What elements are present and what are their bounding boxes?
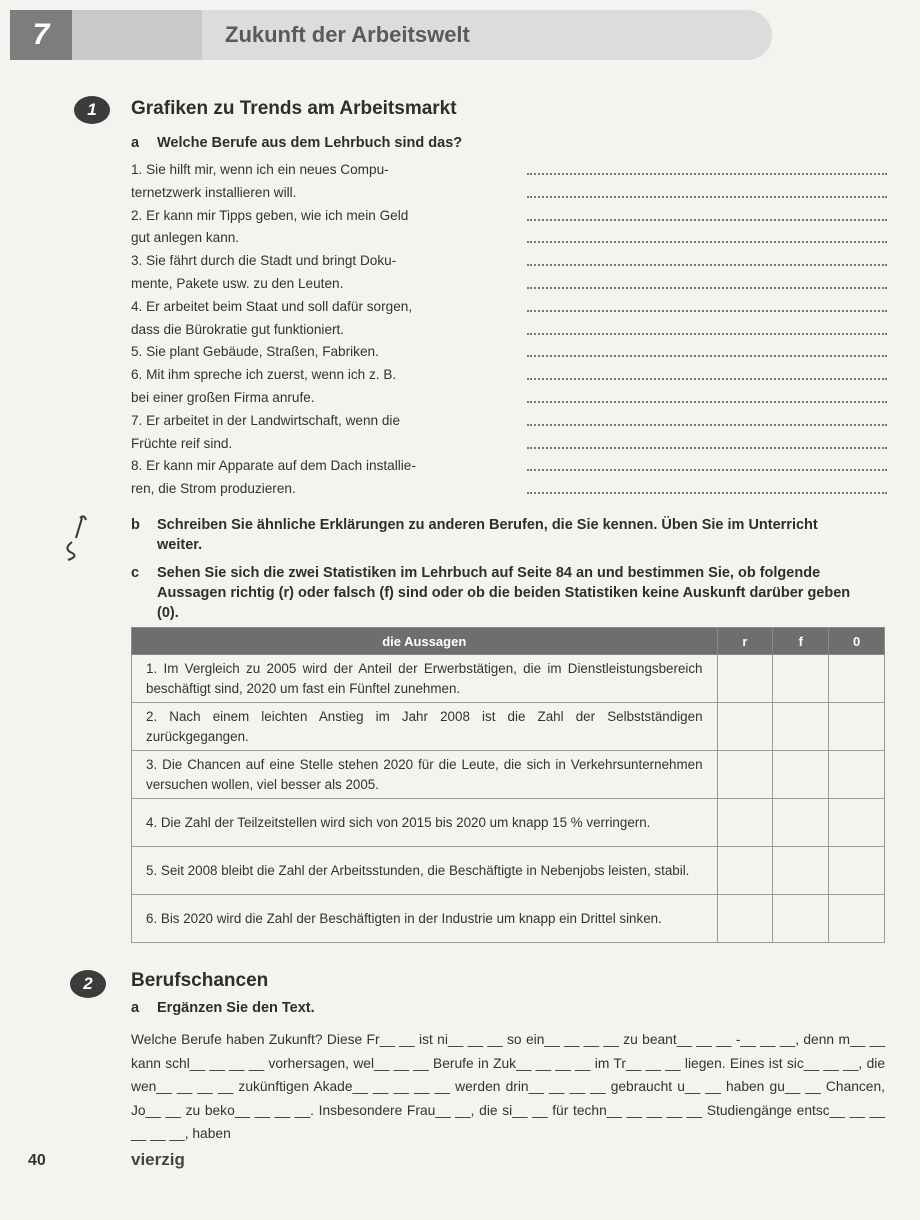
statements-table <box>131 627 885 943</box>
answer-richtig-cell[interactable] <box>717 799 773 847</box>
answer-keine-auskunft-cell[interactable] <box>829 895 885 943</box>
task-1a-prompt: a Welche Berufe aus dem Lehrbuch sind das? <box>131 135 463 151</box>
task-1b-instruction: b Schreiben Sie ähnliche Erklärungen zu anderen Berufen, die Sie kennen. Üben Sie im Unterricht weiter. <box>131 517 818 553</box>
answer-richtig-cell[interactable] <box>717 895 773 943</box>
task-2-title: Berufschancen <box>131 970 269 991</box>
answer-line[interactable] <box>527 468 887 471</box>
answer-line[interactable] <box>527 354 887 357</box>
answer-line[interactable] <box>527 446 887 449</box>
table-row <box>132 895 885 943</box>
question-line: gut anlegen kann. <box>131 230 240 246</box>
answer-keine-auskunft-cell[interactable] <box>829 703 885 751</box>
table-row <box>132 703 885 751</box>
question-line: 6. Mit ihm spreche ich zuerst, wenn ich z. B. <box>131 367 397 383</box>
answer-line[interactable] <box>527 195 887 198</box>
statement-text: 5. Seit 2008 bleibt die Zahl der Arbeitsstunden, die Beschäftigte in Nebenjobs leisten, stabil. <box>132 847 718 895</box>
task-1c-instruction: c Sehen Sie sich die zwei Statistiken im Lehrbuch auf Seite 84 an und bestimmen Sie, ob folgende Aussagen richtig (r) oder falsch (f) sind oder ob die beiden Statistiken keine Auskunft darüber geben (0). <box>131 565 851 621</box>
question-line: 3. Sie fährt durch die Stadt und bringt Doku- <box>131 253 397 269</box>
question-line: Früchte reif sind. <box>131 435 233 451</box>
answer-line[interactable] <box>527 218 887 221</box>
header-keine-auskunft: 0 <box>829 628 885 655</box>
answer-falsch-cell[interactable] <box>773 895 829 943</box>
answer-line[interactable] <box>527 240 887 243</box>
statement-text: 1. Im Vergleich zu 2005 wird der Anteil der Erwerbstätigen, die im Dienstleistungsbereich beschäftigt sind, 2020 um fast ein Fünftel zunehmen. <box>132 655 718 703</box>
statement-text: 6. Bis 2020 wird die Zahl der Beschäftigten in der Industrie um knapp ein Drittel sinken. <box>132 895 718 943</box>
answer-line[interactable] <box>527 423 887 426</box>
answer-falsch-cell[interactable] <box>773 799 829 847</box>
answer-line[interactable] <box>527 172 887 175</box>
answer-keine-auskunft-cell[interactable] <box>829 799 885 847</box>
answer-richtig-cell[interactable] <box>717 655 773 703</box>
question-line: ternetzwerk installieren will. <box>131 184 297 200</box>
answer-line[interactable] <box>527 400 887 403</box>
cloze-text: Welche Berufe haben Zukunft? Diese Fr__ __ ist ni__ __ __ so ein__ __ __ __ zu beant__ __ __ -__ __ __, denn m__ __ kann schl__ __ __ __ vorhersagen, wel__ __ __ Berufe in Zuk__ __ __ __ im Tr__ __ __ liegen. Eines ist sic__ __ __, die wen__ __ __ __ zukünftigen Akade__ __ __ __ __ werden drin__ __ __ __ gebraucht u__ __ haben gu__ __ Chancen, Jo__ __ zu beko__ __ __ __. Insbesondere Frau__ __, die si__ __ für techn__ __ __ __ __ Studiengänge entsc__ __ __ __ __ __, haben <box>131 1032 885 1141</box>
table-row <box>132 799 885 847</box>
answer-keine-auskunft-cell[interactable] <box>829 751 885 799</box>
page-number-word: vierzig <box>131 1150 185 1169</box>
task-1-title: Grafiken zu Trends am Arbeitsmarkt <box>131 98 457 119</box>
question-line: bei einer großen Firma anrufe. <box>131 390 315 405</box>
task-2a-prompt: a Ergänzen Sie den Text. <box>131 1000 315 1016</box>
answer-line[interactable] <box>527 377 887 380</box>
handwritten-mark <box>60 512 100 562</box>
answer-line[interactable] <box>527 309 887 312</box>
table-row <box>132 751 885 799</box>
answer-falsch-cell[interactable] <box>773 847 829 895</box>
question-line: 7. Er arbeitet in der Landwirtschaft, wenn die <box>131 412 401 428</box>
header-statements: die Aussagen <box>132 628 718 655</box>
answer-falsch-cell[interactable] <box>773 655 829 703</box>
header-band <box>72 10 202 60</box>
answer-line[interactable] <box>527 263 887 266</box>
question-line: 1. Sie hilft mir, wenn ich ein neues Compu- <box>131 162 389 177</box>
question-line: 2. Er kann mir Tipps geben, wie ich mein Geld <box>131 207 409 223</box>
statement-text: 2. Nach einem leichten Anstieg im Jahr 2008 ist die Zahl der Selbstständigen zurückgegangen. <box>132 703 718 751</box>
answer-keine-auskunft-cell[interactable] <box>829 847 885 895</box>
answer-richtig-cell[interactable] <box>717 703 773 751</box>
statement-text: 4. Die Zahl der Teilzeitstellen wird sich von 2015 bis 2020 um knapp 15 % verringern. <box>132 799 718 847</box>
header-richtig: r <box>717 628 773 655</box>
question-line: 4. Er arbeitet beim Staat und soll dafür sorgen, <box>131 298 413 314</box>
question-line: dass die Bürokratie gut funktioniert. <box>131 321 345 337</box>
statement-text: 3. Die Chancen auf eine Stelle stehen 2020 für die Leute, die sich in Verkehrsunternehmen versuchen wollen, viel besser als 2005. <box>132 751 718 799</box>
task-1-badge: 1 <box>74 96 110 124</box>
page-number: 40 <box>28 1152 46 1169</box>
table-row <box>132 847 885 895</box>
question-line: mente, Pakete usw. zu den Leuten. <box>131 276 344 291</box>
answer-falsch-cell[interactable] <box>773 703 829 751</box>
header-falsch: f <box>773 628 829 655</box>
task-2-badge: 2 <box>70 970 106 998</box>
answer-line[interactable] <box>527 332 887 335</box>
question-line: ren, die Strom produzieren. <box>131 481 296 497</box>
answer-falsch-cell[interactable] <box>773 751 829 799</box>
answer-line[interactable] <box>527 286 887 289</box>
table-row <box>132 655 885 703</box>
answer-richtig-cell[interactable] <box>717 847 773 895</box>
chapter-title: Zukunft der Arbeitswelt <box>225 22 470 47</box>
answer-keine-auskunft-cell[interactable] <box>829 655 885 703</box>
question-line: 8. Er kann mir Apparate auf dem Dach installie- <box>131 458 416 474</box>
answer-line[interactable] <box>527 491 887 494</box>
answer-richtig-cell[interactable] <box>717 751 773 799</box>
chapter-number: 7 <box>10 10 72 60</box>
question-line: 5. Sie plant Gebäude, Straßen, Fabriken. <box>131 344 379 360</box>
